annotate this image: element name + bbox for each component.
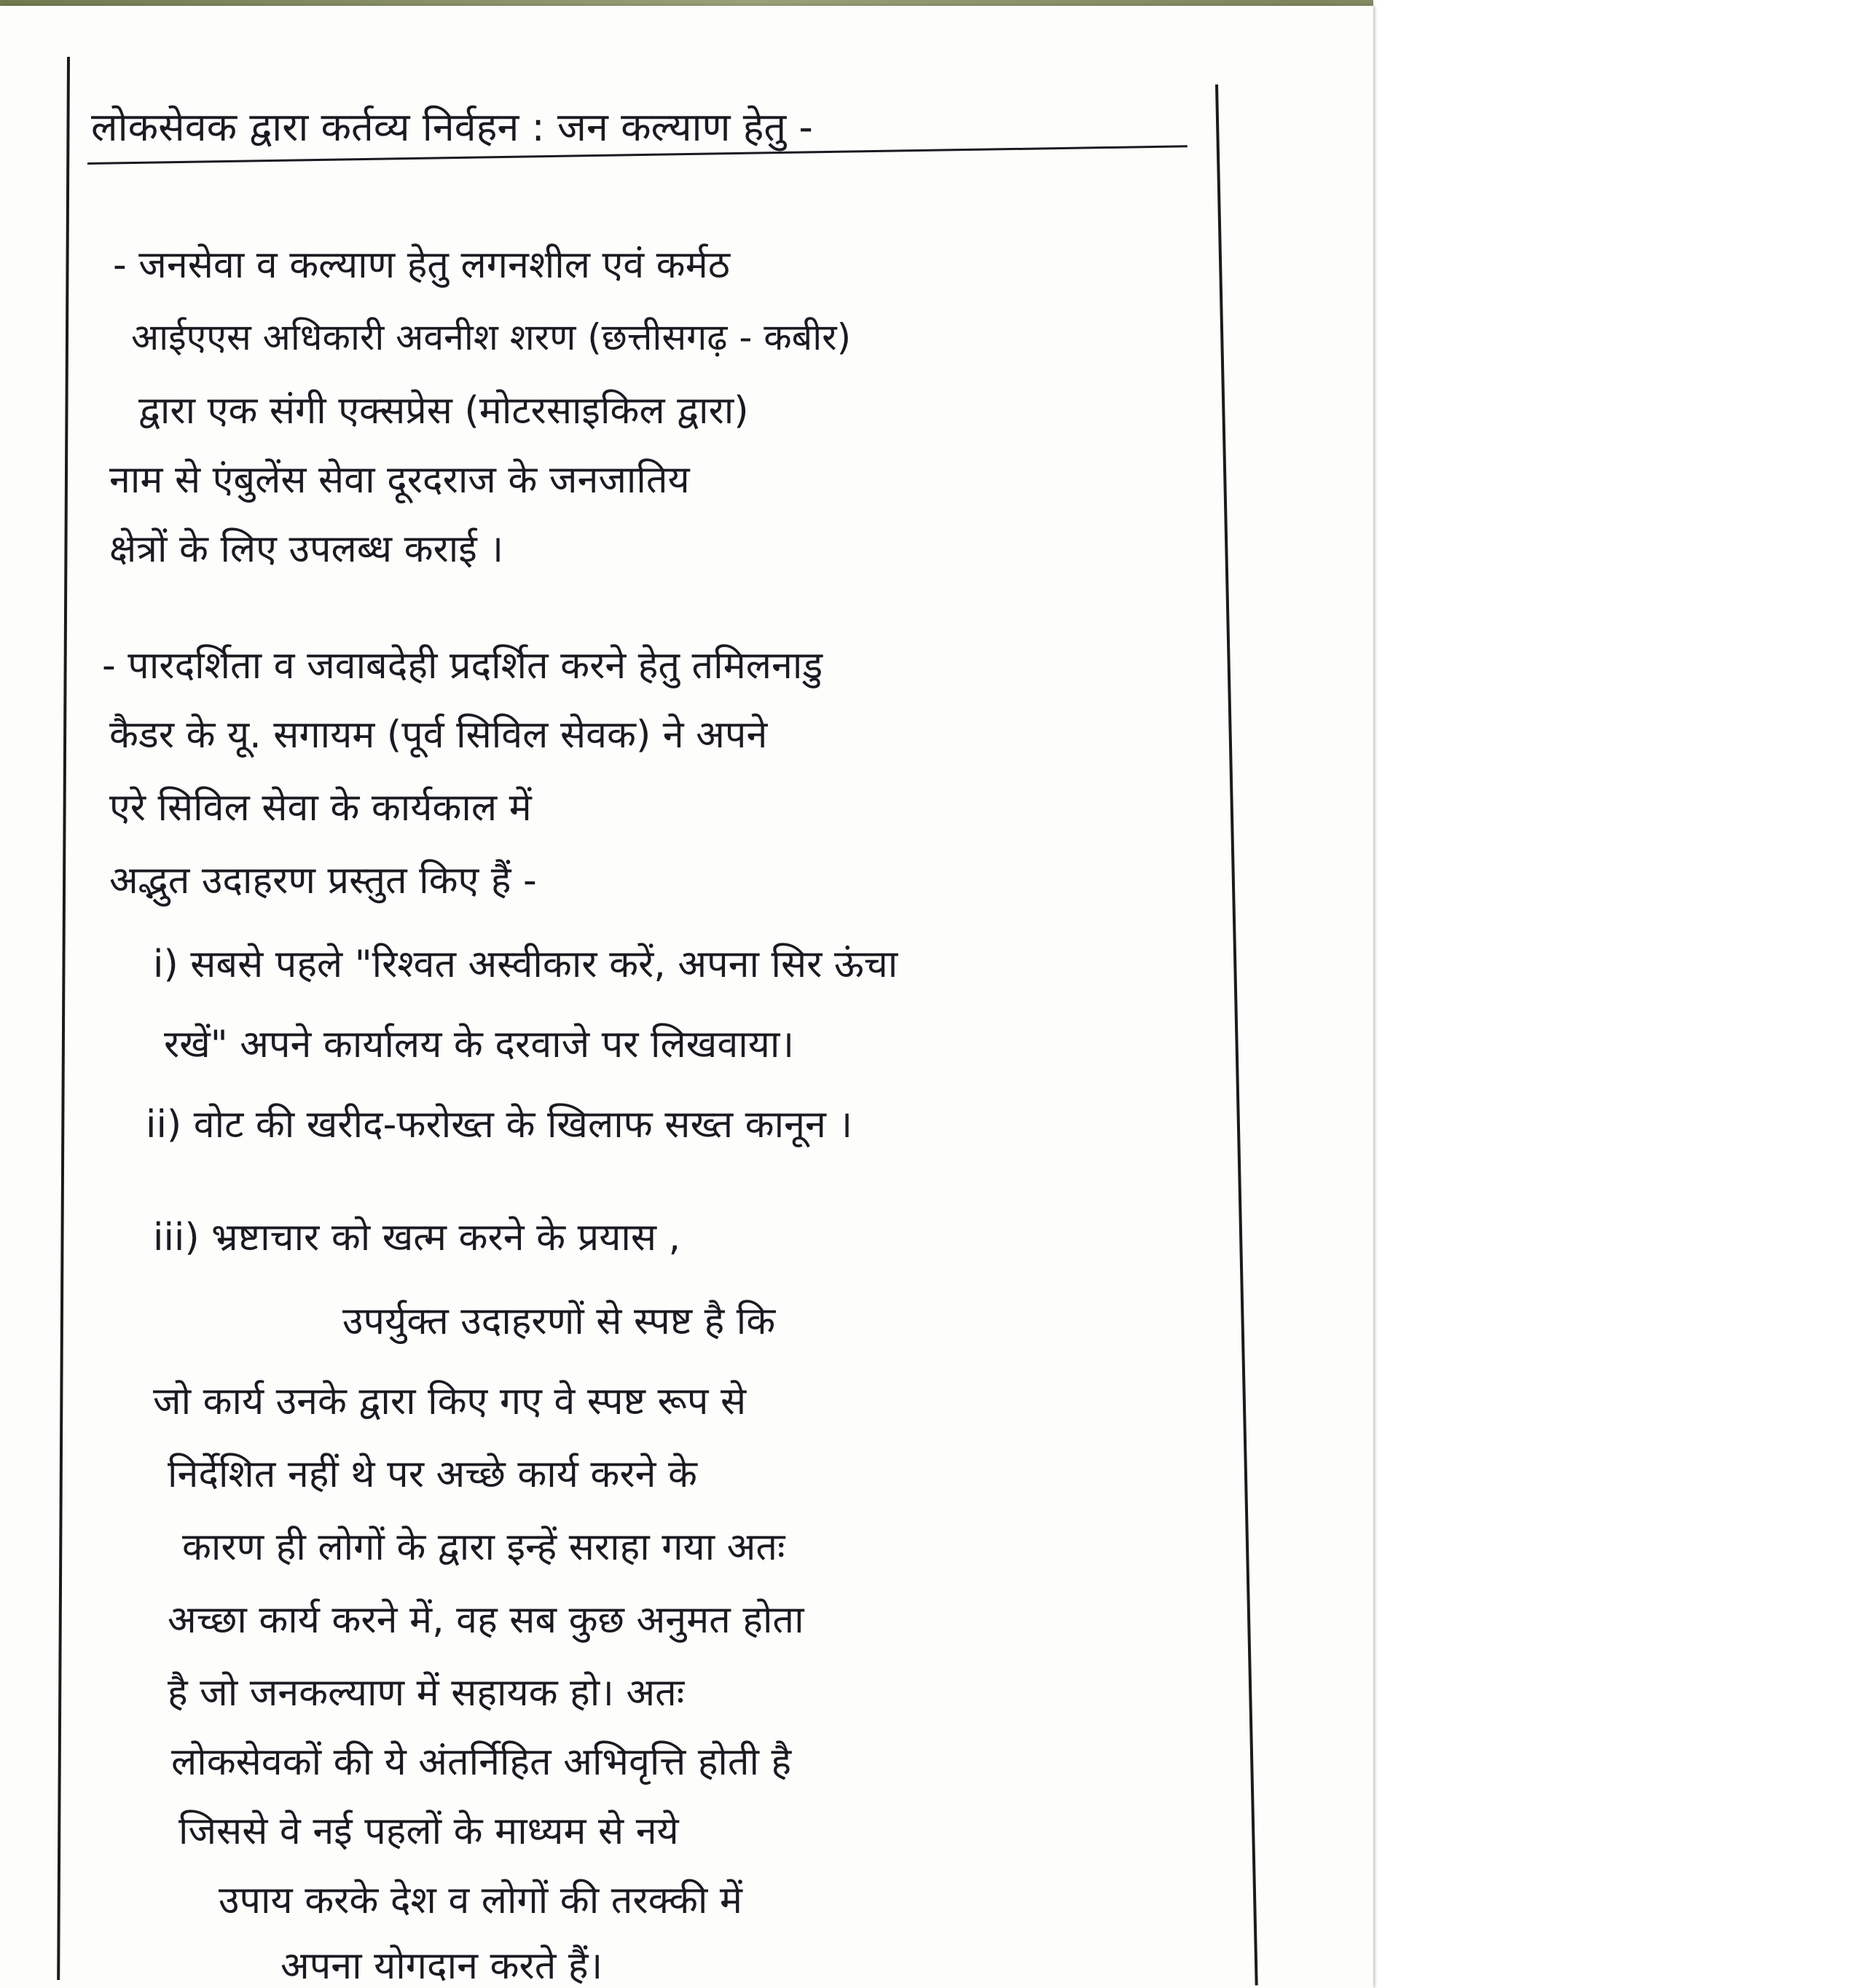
text-line: अद्भुत उदाहरण प्रस्तुत किए हैं -	[109, 859, 537, 903]
text-line: जो कार्य उनके द्वारा किए गए वे स्पष्ट रूप से	[153, 1380, 747, 1423]
text-line: लोकसेवकों की ये अंतर्निहित अभिवृत्ति होती है	[171, 1740, 792, 1784]
text-line: अच्छा कार्य करने में, वह सब कुछ अनुमत होता	[168, 1598, 804, 1642]
list-item: iii) भ्रष्टाचार को खत्म करने के प्रयास ,	[153, 1216, 681, 1260]
text-line: द्वारा एक संगी एक्सप्रेस (मोटरसाइकिल द्वारा)	[138, 389, 749, 433]
text-line: एरे सिविल सेवा के कार्यकाल में	[109, 786, 532, 830]
text-line: अपना योगदान करते हैं।	[280, 1944, 603, 1988]
left-margin-line	[57, 57, 70, 1980]
text-line: है जो जनकल्याण में सहायक हो। अतः	[168, 1671, 685, 1715]
text-line: उपर्युक्त उदाहरणों से स्पष्ट है कि	[342, 1300, 776, 1343]
text-line: - जनसेवा व कल्याण हेतु लगनशील एवं कर्मठ	[113, 243, 730, 287]
text-line: जिससे वे नई पहलों के माध्यम से नये	[178, 1810, 679, 1853]
list-item: ii) वोट की खरीद-फरोख्त के खिलाफ सख्त कानून ।	[146, 1103, 853, 1147]
blank-area	[1373, 0, 1876, 1988]
text-line: निर्देशित नहीं थे पर अच्छे कार्य करने के	[168, 1453, 697, 1496]
right-margin-line	[1215, 85, 1258, 1986]
text-line: कारण ही लोगों के द्वारा इन्हें सराहा गया अतः	[182, 1525, 785, 1569]
page-title: लोकसेवक द्वारा कर्तव्य निर्वहन : जन कल्याण हेतु -	[91, 104, 813, 150]
text-line: क्षेत्रों के लिए उपलब्ध कराई ।	[109, 527, 504, 571]
text-line: आईएएस अधिकारी अवनीश शरण (छत्तीसगढ़ - कबीर)	[131, 316, 852, 358]
text-line: - पारदर्शिता व जवाबदेही प्रदर्शित करने हेतु तमिलनाडु	[102, 644, 823, 688]
text-line: रखें" अपने कार्यालय के दरवाजे पर लिखवाया।	[164, 1023, 795, 1066]
text-line: उपाय करके देश व लोगों की तरक्की में	[219, 1879, 743, 1922]
notebook-page	[0, 6, 1373, 1988]
list-item: i) सबसे पहले "रिश्वत अस्वीकार करें, अपना सिर ऊंचा	[153, 943, 898, 986]
text-line: कैडर के यू. सगायम (पूर्व सिविल सेवक) ने अपने	[109, 713, 768, 757]
text-line: नाम से एंबुलेंस सेवा दूरदराज के जनजातिय	[109, 458, 690, 502]
